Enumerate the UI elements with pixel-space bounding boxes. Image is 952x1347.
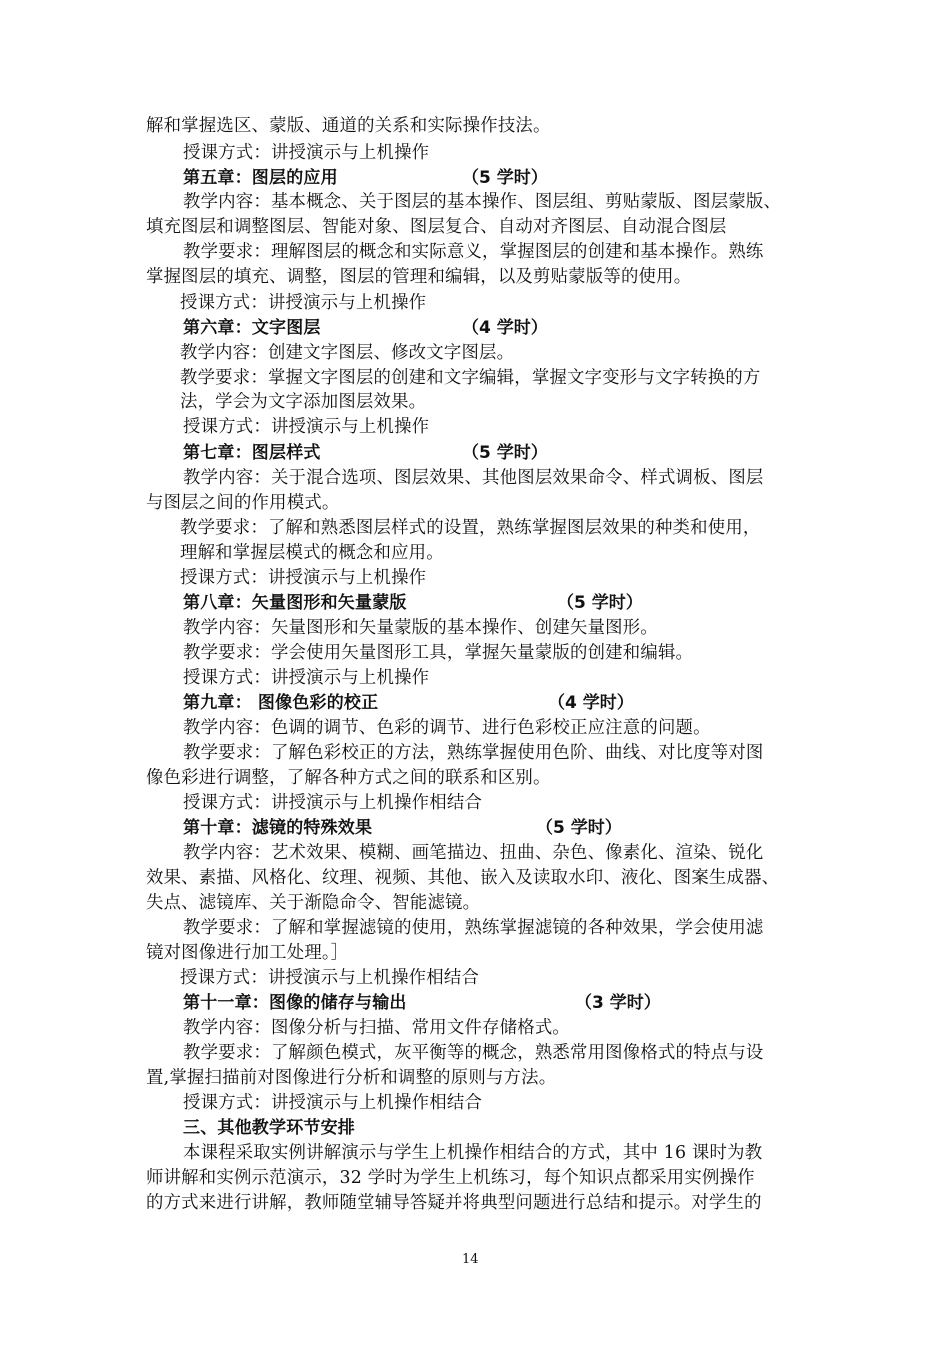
text-line: 失点、滤镜库、关于渐隐命令、智能滤镜。: [146, 893, 481, 913]
chapter-heading: 第七章：图层样式: [183, 443, 321, 463]
text-line: 教学要求：了解和掌握滤镜的使用，熟练掌握滤镜的各种效果，学会使用滤: [183, 918, 764, 938]
section-heading: 三、其他教学环节安排: [183, 1118, 355, 1138]
text-line: 授课方式：讲授演示与上机操作: [180, 293, 427, 313]
text-line: 教学要求：学会使用矢量图形工具，掌握矢量蒙版的创建和编辑。: [183, 643, 694, 663]
text-line: 授课方式：讲授演示与上机操作: [183, 143, 430, 163]
page-number: 14: [462, 1252, 479, 1267]
chapter-heading: 第六章：文字图层: [183, 318, 321, 338]
text-line: 法，学会为文字添加图层效果。: [180, 392, 427, 412]
text-line: 与图层之间的作用模式。: [146, 493, 340, 513]
chapter-hours: （5 学时）: [462, 443, 548, 463]
text-line: 教学内容：图像分析与扫描、常用文件存储格式。: [183, 1018, 570, 1038]
text-line: 师讲解和实例示范演示，32 学时为学生上机练习，每个知识点都采用实例操作: [146, 1168, 755, 1188]
chapter-heading: 第十章：滤镜的特殊效果: [183, 818, 373, 838]
text-line: 镜对图像进行加工处理。］: [146, 943, 349, 963]
text-line: 教学要求：了解色彩校正的方法，熟练掌握使用色阶、曲线、对比度等对图: [183, 743, 764, 763]
text-line: 理解和掌握层模式的概念和应用。: [180, 543, 444, 563]
chapter-hours: （4 学时）: [548, 693, 634, 713]
text-line: 教学要求：了解颜色模式，灰平衡等的概念，熟悉常用图像格式的特点与设: [183, 1043, 764, 1063]
text-line: 教学要求：掌握文字图层的创建和文字编辑，掌握文字变形与文字转换的方: [180, 368, 761, 388]
text-line: 教学内容：矢量图形和矢量蒙版的基本操作、创建矢量图形。: [183, 618, 658, 638]
text-line: 置,掌握扫描前对图像进行分析和调整的原则与方法。: [146, 1068, 557, 1088]
text-line: 授课方式：讲授演示与上机操作: [183, 417, 430, 437]
text-line: 教学内容：色调的调节、色彩的调节、进行色彩校正应注意的问题。: [183, 718, 711, 738]
text-line: 教学内容：艺术效果、模糊、画笔描边、扭曲、杂色、像素化、渲染、锐化: [183, 843, 764, 863]
text-line: 解和掌握选区、蒙版、通道的关系和实际操作技法。: [146, 116, 551, 136]
text-line: 教学内容：关于混合选项、图层效果、其他图层效果命令、样式调板、图层: [183, 468, 764, 488]
chapter-hours: （5 学时）: [557, 593, 643, 613]
text-line: 教学内容：创建文字图层、修改文字图层。: [180, 343, 515, 363]
text-line: 的方式来进行讲解，教师随堂辅导答疑并将典型问题进行总结和提示。对学生的: [146, 1193, 762, 1213]
text-line: 教学内容：基本概念、关于图层的基本操作、图层组、剪贴蒙版、图层蒙版、: [183, 192, 782, 212]
text-line: 授课方式：讲授演示与上机操作相结合: [180, 968, 480, 988]
text-line: 像色彩进行调整，了解各种方式之间的联系和区别。: [146, 768, 551, 788]
text-line: 授课方式：讲授演示与上机操作相结合: [183, 793, 483, 813]
text-line: 授课方式：讲授演示与上机操作: [180, 568, 427, 588]
chapter-heading: 第九章： 图像色彩的校正: [183, 693, 379, 713]
text-line: 本课程采取实例讲解演示与学生上机操作相结合的方式，其中 16 课时为教: [183, 1143, 763, 1163]
chapter-hours: （3 学时）: [575, 993, 661, 1013]
text-line: 教学要求：理解图层的概念和实际意义，掌握图层的创建和基本操作。熟练: [183, 242, 764, 262]
text-line: 填充图层和调整图层、智能对象、图层复合、自动对齐图层、自动混合图层: [146, 217, 727, 237]
text-line: 授课方式：讲授演示与上机操作相结合: [183, 1093, 483, 1113]
chapter-hours: （4 学时）: [462, 318, 548, 338]
text-line: 教学要求：了解和熟悉图层样式的设置，熟练掌握图层效果的种类和使用，: [180, 518, 761, 538]
chapter-heading: 第十一章：图像的储存与输出: [183, 993, 407, 1013]
chapter-hours: （5 学时）: [462, 168, 548, 188]
chapter-heading: 第五章：图层的应用: [183, 168, 338, 188]
chapter-hours: （5 学时）: [536, 818, 622, 838]
text-line: 授课方式：讲授演示与上机操作: [183, 668, 430, 688]
chapter-heading: 第八章：矢量图形和矢量蒙版: [183, 593, 407, 613]
text-line: 效果、素描、风格化、纹理、视频、其他、嵌入及读取水印、液化、图案生成器、: [146, 868, 780, 888]
text-line: 掌握图层的填充、调整，图层的管理和编辑，以及剪贴蒙版等的使用。: [146, 267, 692, 287]
